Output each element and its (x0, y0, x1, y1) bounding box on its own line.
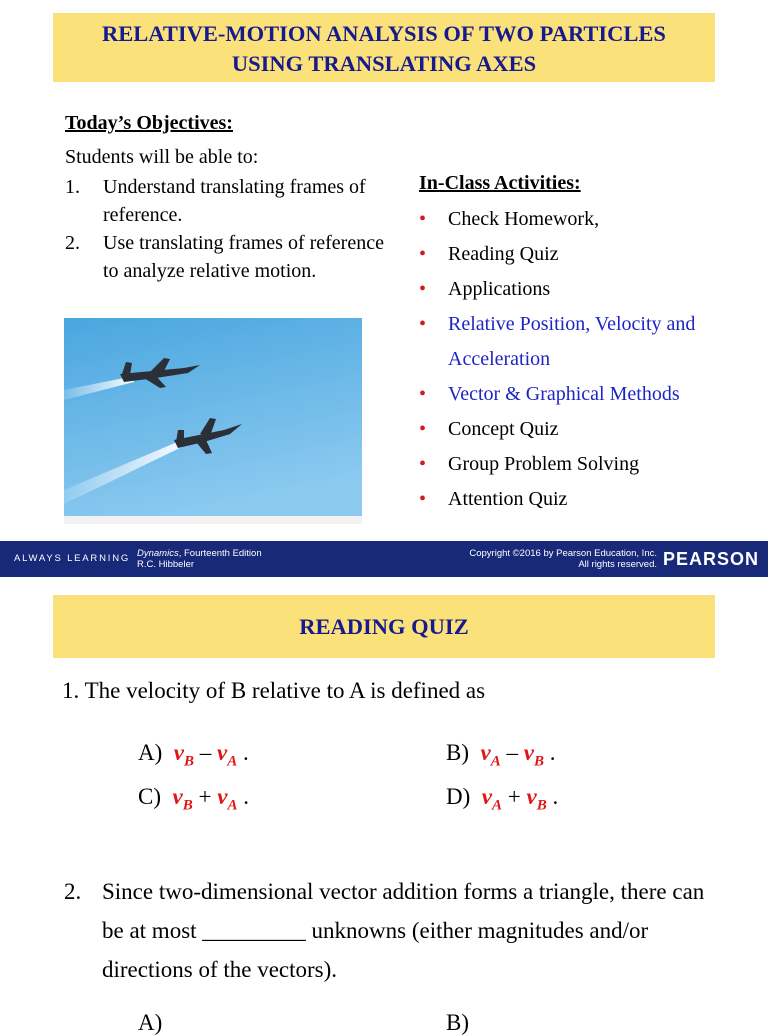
bullet-icon: • (419, 243, 427, 265)
objectives-heading: Today’s Objectives: (65, 112, 233, 134)
activity-text: Vector & Graphical Methods (448, 383, 680, 405)
activity-text: Attention Quiz (448, 488, 568, 510)
bullet-icon: • (419, 418, 427, 440)
quiz-option: C) $v_B + v_A$ . (138, 784, 249, 814)
copyright-line2: All rights reserved. (578, 559, 657, 570)
jets-illustration (64, 318, 362, 524)
bullet-icon: • (419, 383, 427, 405)
activities-list (419, 202, 759, 517)
reading-quiz-title-box (53, 595, 715, 658)
option-label: B) (446, 740, 469, 765)
activity-item (419, 412, 759, 447)
objective-text: Use translating frames of reference to analyze relative motion. (103, 232, 384, 282)
activity-item (419, 447, 759, 482)
book-edition: , Fourteenth Edition (178, 548, 262, 559)
reading-quiz-title: READING QUIZ (299, 614, 469, 639)
question-2-option-b-label: B) (446, 1010, 469, 1035)
activity-text: Group Problem Solving (448, 453, 640, 475)
bullet-icon: • (419, 313, 427, 335)
always-learning-label: ALWAYS LEARNING (14, 553, 131, 564)
pearson-logo: PEARSON (663, 549, 760, 569)
objective-item (65, 173, 385, 229)
copyright-line1: Copyright ©2016 by Pearson Education, Inc. (469, 548, 657, 559)
activity-item (419, 307, 759, 377)
slide1-title-line2: USING TRANSLATING AXES (231, 51, 537, 76)
question-2-text: Since two-dimensional vector addition forms a triangle, there can be at most _________ unknowns (either magnitudes and/or directions of the vectors). (102, 879, 705, 982)
option-label: A) (138, 740, 163, 765)
activity-item (419, 237, 759, 272)
question-2-option-a-label: A) (138, 1010, 163, 1035)
activity-text: Reading Quiz (448, 243, 559, 265)
option-formula: $v_B + v_A$ (172, 784, 238, 814)
publisher-footer (0, 541, 768, 577)
bullet-icon: • (419, 278, 427, 300)
question-2 (64, 872, 724, 989)
quiz-option: D) $v_A + v_B$ . (446, 784, 559, 814)
activity-item (419, 482, 759, 517)
option-label: C) (138, 784, 161, 809)
book-author: R.C. Hibbeler (137, 559, 195, 570)
slide1-title-line1: RELATIVE-MOTION ANALYSIS OF TWO PARTICLES (102, 21, 666, 46)
slide1-title-box (53, 13, 715, 82)
activity-text: Check Homework, (448, 208, 600, 230)
objective-number: 2. (65, 232, 80, 254)
option-formula: $v_B - v_A$ (173, 740, 238, 770)
fighter-jets-photo (64, 318, 362, 524)
objectives-list (65, 173, 385, 285)
book-title: Dynamics (137, 548, 179, 559)
activity-item (419, 272, 759, 307)
question-1: 1. The velocity of B relative to A is defined as (62, 678, 486, 703)
activities-heading: In-Class Activities: (419, 172, 581, 194)
activity-item (419, 202, 759, 237)
option-label: D) (446, 784, 471, 809)
option-formula: $v_A - v_B$ (480, 740, 544, 770)
bullet-icon: • (419, 453, 427, 475)
quiz-option: A) $v_B - v_A$ . (138, 740, 249, 770)
objective-item (65, 229, 385, 285)
bullet-icon: • (419, 208, 427, 230)
objective-text: Understand translating frames of reference. (103, 176, 366, 226)
question-2-number: 2. (64, 879, 82, 904)
activity-text: Concept Quiz (448, 418, 559, 440)
objective-number: 1. (65, 176, 80, 198)
bullet-icon: • (419, 488, 427, 510)
copyright-notice (420, 548, 657, 570)
activity-item (419, 377, 759, 412)
objectives-intro: Students will be able to: (65, 146, 259, 168)
option-formula: $v_A + v_B$ (481, 784, 547, 814)
quiz-option: B) $v_A - v_B$ . (446, 740, 556, 770)
book-info (137, 548, 262, 570)
activity-text: Applications (448, 278, 551, 300)
activity-text: Relative Position, Velocity and Acceleration (448, 313, 696, 370)
